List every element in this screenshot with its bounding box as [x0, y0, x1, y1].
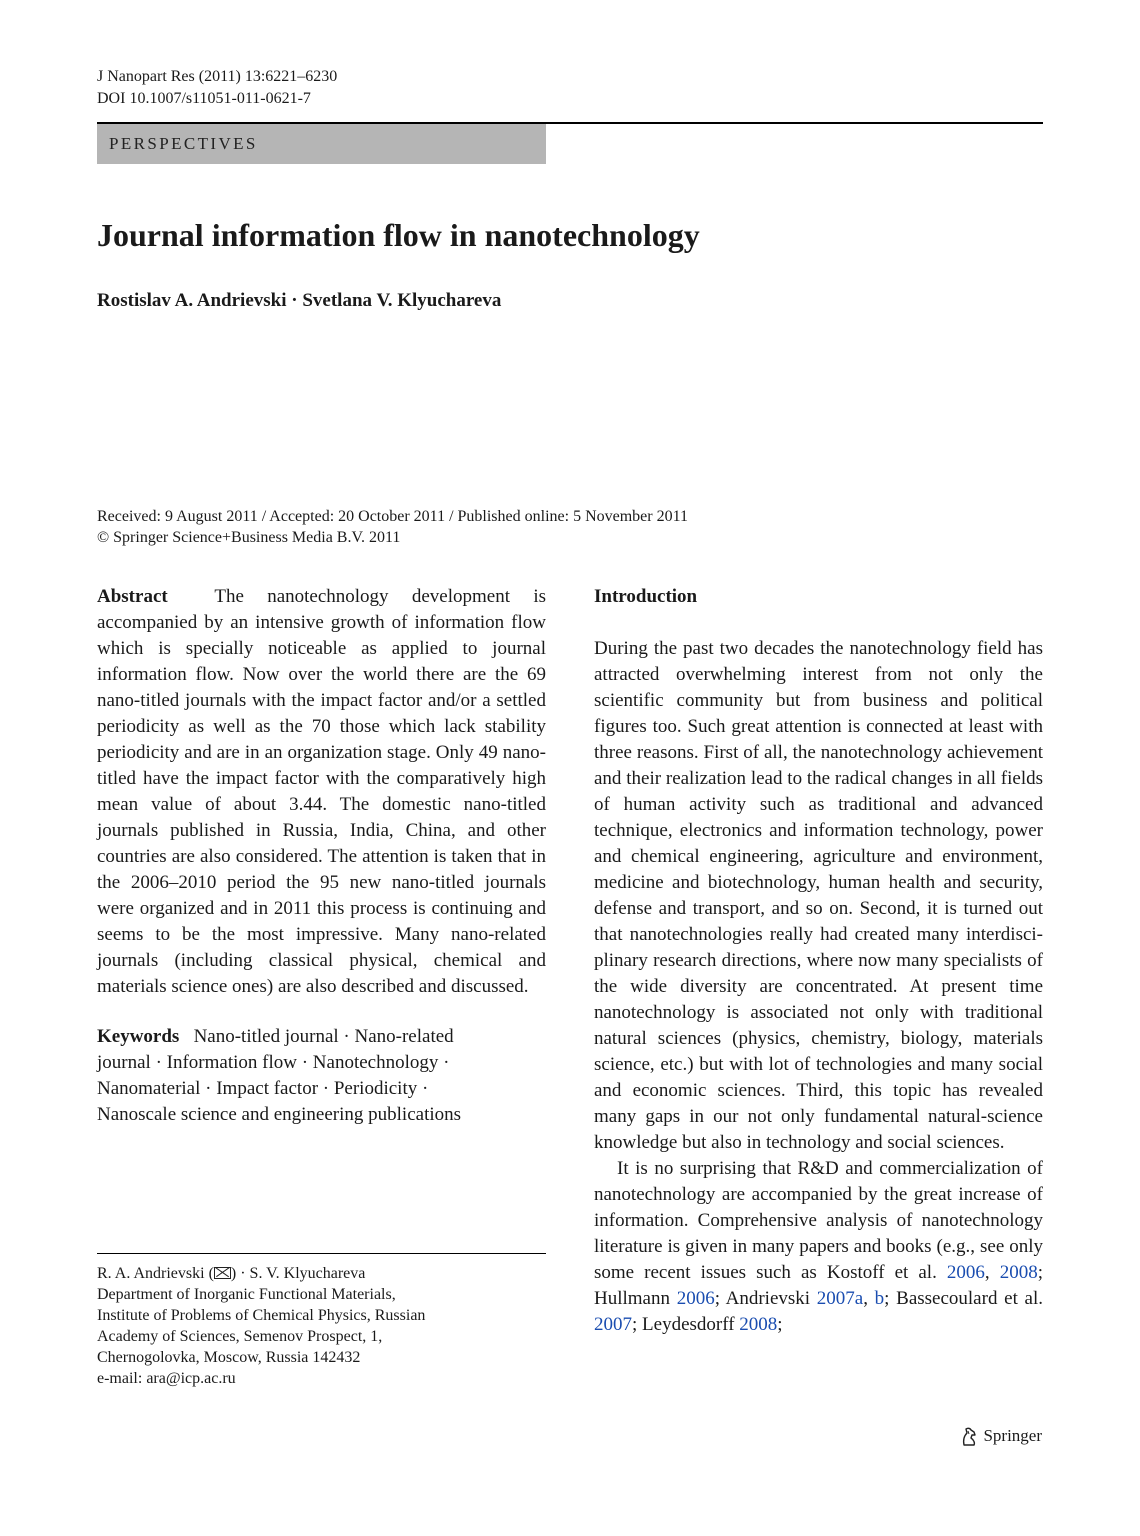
- citation-link[interactable]: 2008: [739, 1314, 778, 1335]
- paragraph-text: ; Bassecoulard et al.: [884, 1288, 1044, 1309]
- author-line: [97, 288, 501, 314]
- affiliation-line: Institute of Problems of Chemical Physics, Russian: [97, 1307, 426, 1324]
- publisher-mark: [959, 1424, 1042, 1448]
- citation-link[interactable]: b: [874, 1288, 885, 1309]
- paragraph-text: It is no surprising that R&D and commercialization of nanotechnology are accompanied by the great increase of information. Comprehensive analysis of nanotechnology literature is given in many papers and books (e.g., see only some recent issues such as Kostoff et al.: [594, 1158, 1043, 1283]
- abstract: [97, 584, 546, 1000]
- abstract-text: The nanotechnology development is accompanied by an intensive growth of information flow which is specially noticeable as applied to journal information flow. Now over the world there are the 69 nano-titled journals with the impact factor and/or a settled periodicity as well as the 70 those which lack stability periodicity and are in an organization stage. Only 49 nano-titled have the impact factor with the comparatively high mean value of about 3.44. The domestic nano-titled journals published in Russia, India, China, and other countries are also considered. The attention is taken that in the 2006–2010 period the 95 new nano-titled journals were organized and in 2011 this process is continuing and seems to be the most impressive. Many nano-related journals (including classical physical, chemical and materials science ones) are also described and discussed.: [97, 586, 546, 997]
- section-heading-introduction: Introduction: [594, 586, 698, 607]
- affiliation-author: · S. V. Klyuchareva: [240, 1265, 366, 1282]
- paragraph-text: ; Hullmann: [594, 1262, 1043, 1309]
- affiliation-line: Chernogolovka, Moscow, Russia 142432: [97, 1349, 361, 1366]
- keywords-line: Nanoscale science and engineering publications: [97, 1104, 462, 1125]
- affiliation-author: R. A. Andrievski: [97, 1265, 205, 1282]
- citation-separator: ,: [984, 1262, 990, 1283]
- keywords-label: Keywords: [97, 1026, 180, 1047]
- citation-link[interactable]: 2006: [946, 1262, 985, 1283]
- envelope-icon: [214, 1267, 231, 1279]
- abstract-label: Abstract: [97, 586, 168, 607]
- author-separator: ·: [291, 290, 298, 311]
- email-line: e-mail: ara@icp.ac.ru: [97, 1370, 236, 1387]
- introduction-paragraph: [594, 1156, 1043, 1338]
- publisher-name: Springer: [983, 1426, 1042, 1445]
- keywords-line: Nano-titled journal · Nano-related: [193, 1026, 454, 1047]
- section-label: PERSPECTIVES: [97, 124, 546, 164]
- dates-line: Received: 9 August 2011 / Accepted: 20 October 2011 / Published online: 5 November 2011: [97, 508, 689, 525]
- paragraph-text: ; Andrievski: [714, 1288, 811, 1309]
- left-column: [97, 584, 546, 1128]
- article-title: Journal information flow in nanotechnology: [97, 217, 700, 253]
- publication-history: [97, 506, 688, 548]
- keywords: [97, 1024, 546, 1128]
- paragraph-text: ;: [777, 1314, 783, 1335]
- paragraph-text: ; Leydesdorff: [632, 1314, 735, 1335]
- introduction-paragraph: During the past two decades the nanotechnology field has attracted overwhelming interest from not only the scientific community but from business and political figures too. Such great attention is connected at least with three reasons. First of all, the nanotechnology achievement and their realization lead to the radical changes in all fields of human activity such as traditional and advanced technique, electronics and information technology, power and chemical engineering, agriculture and environment, medicine and biotechnology, human health and security, defense and transport, and so on. Second, it is turned out that nanotechnologies really had created many interdisciplinary research directions, where now many specialists of the wide diversity are concentrated. At present time nanotechnology is associated not only with traditional natural sciences (physics, chemistry, biology, materials science, etc.) but with lot of technologies and many social and economic sciences. Third, this topic has revealed many gaps in our not only fundamental natural-science knowledge but also in technology and social sciences.: [594, 638, 1043, 1153]
- author-name: Svetlana V. Klyuchareva: [302, 290, 502, 311]
- citation-separator: ,: [863, 1288, 868, 1309]
- corresponding-author-line: R. A. Andrievski ( ) · S. V. Klyuchareva: [97, 1265, 366, 1282]
- copyright-line: © Springer Science+Business Media B.V. 2011: [97, 529, 401, 546]
- citation-link[interactable]: 2006: [676, 1288, 715, 1309]
- citation-link[interactable]: 2007a: [816, 1288, 864, 1309]
- right-column: [594, 584, 1043, 1338]
- keywords-line: journal · Information flow · Nanotechnology ·: [97, 1052, 450, 1073]
- citation-link[interactable]: 2008: [999, 1262, 1038, 1283]
- affiliation-line: Academy of Sciences, Semenov Prospect, 1,: [97, 1328, 383, 1345]
- footnote-rule: [97, 1253, 546, 1254]
- author-name: Rostislav A. Andrievski: [97, 290, 287, 311]
- journal-citation-block: [97, 66, 337, 110]
- doi: DOI 10.1007/s11051-011-0621-7: [97, 90, 311, 107]
- citation-link[interactable]: 2007: [594, 1314, 632, 1335]
- springer-horse-logo-icon: [959, 1425, 979, 1447]
- affiliation-line: Department of Inorganic Functional Materials,: [97, 1286, 396, 1303]
- keywords-line: Nanomaterial · Impact factor · Periodicity ·: [97, 1078, 429, 1099]
- author-affiliation: [97, 1263, 425, 1389]
- journal-citation: J Nanopart Res (2011) 13:6221–6230: [97, 68, 338, 85]
